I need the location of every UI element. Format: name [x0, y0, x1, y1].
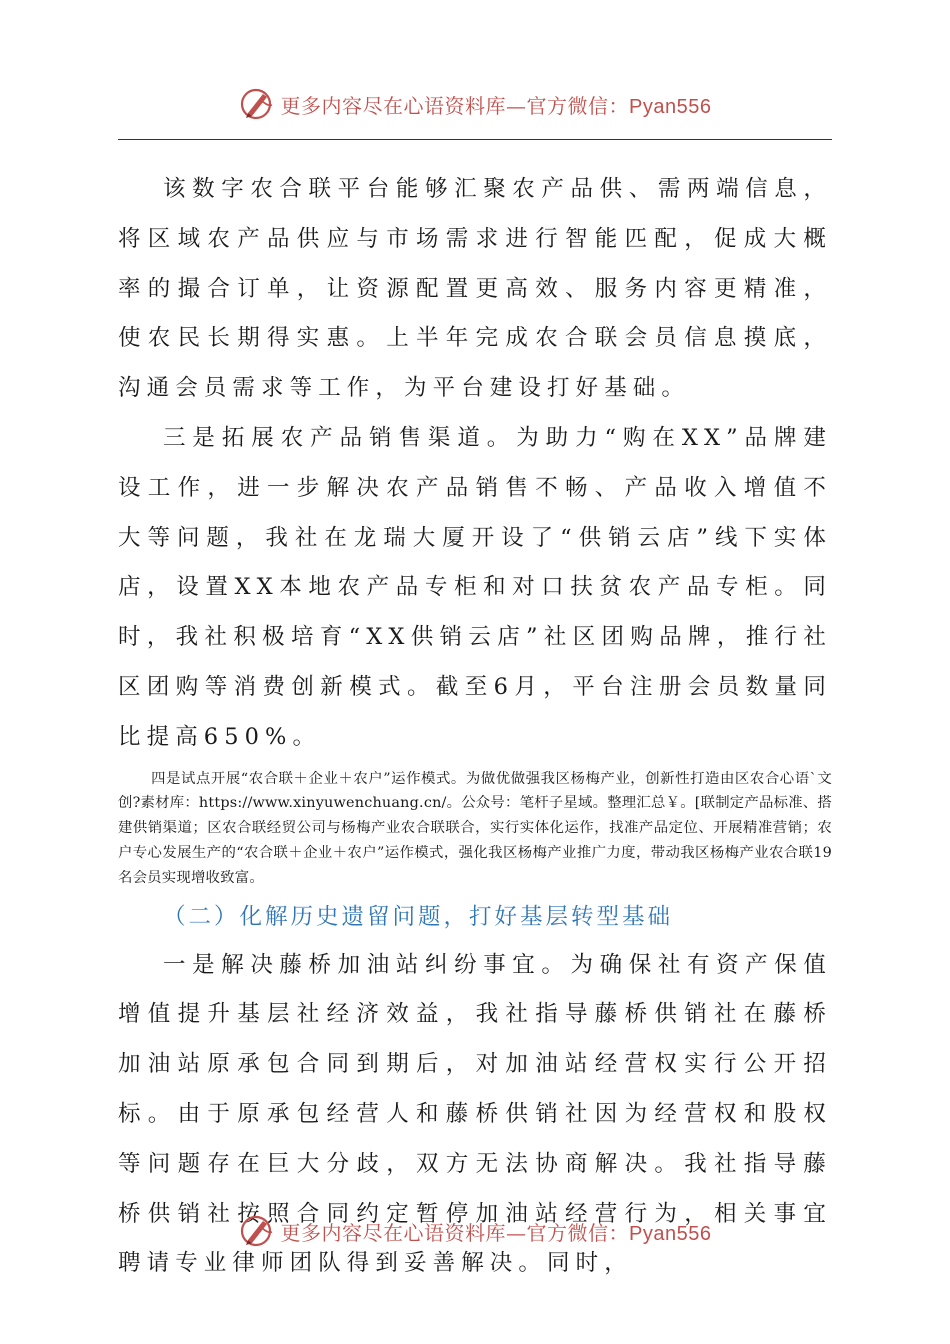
section-heading: （二）化解历史遗留问题，打好基层转型基础	[163, 903, 674, 930]
document-body	[118, 165, 832, 1289]
paragraph-sales-channels: 三是拓展农产品销售渠道。为助力“购在XX”品牌建设工作，进一步解决农产品销售不畅、产品收入增值不大等问题，我社在龙瑞大厦开设了“供销云店”线下实体店，设置XX本地农产品专柜和对口扶贫农产品专柜。同时，我社积极培育“XX供销云店”社区团购品牌，推行社区团购等消费创新模式。截至6月，平台注册会员数量同比提高650%。	[118, 424, 832, 750]
pen-logo-icon	[239, 86, 275, 122]
paragraph-operation-model: 四是试点开展“农合联＋企业＋农户”运作模式。为做优做强我区杨梅产业，创新性打造由区农合心语`文创?素材库：https://www.xinyuwenchuang.cn/。公众号：笔杆子星域。整理汇总￥。[联制定产品标准、搭建供销渠道；区农合联经贸公司与杨梅产业农合联联合，实行实体化运作，找准产品定位、开展精准营销；农户专心发展生产的“农合联＋企业＋农户”运作模式，强化我区杨梅产业推广力度，带动我区杨梅产业农合联19名会员实现增收致富。	[118, 770, 832, 886]
header-banner	[0, 84, 950, 124]
paragraph-platform: 该数字农合联平台能够汇聚农产品供、需两端信息，将区域农产品供应与市场需求进行智能匹配，促成大概率的撮合订单，让资源配置更高效、服务内容更精准，使农民长期得实惠。上半年完成农合联会员信息摸底，沟通会员需求等工作，为平台建设打好基础。	[118, 176, 832, 402]
paragraph-gas-station: 一是解决藤桥加油站纠纷事宜。为确保社有资产保值增值提升基层社经济效益，我社指导藤桥供销社在藤桥加油站原承包合同到期后，对加油站经营权实行公开招标。由于原承包经营人和藤桥供销社因为经营权和股权等问题存在巨大分歧，双方无法协商解决。我社指导藤桥供销社按照合同约定暂停加油站经营行为，相关事宜聘请专业律师团队得到妥善解决。同时，	[118, 951, 832, 1277]
footer-banner-text: 更多内容尽在心语资料库—官方微信：Pyan556	[280, 1220, 712, 1245]
wechat-id: Pyan556	[629, 1222, 712, 1245]
footer-banner	[0, 1211, 950, 1251]
header-banner-text: 更多内容尽在心语资料库—官方微信：Pyan556	[280, 93, 712, 118]
pen-logo-icon	[239, 1213, 275, 1249]
header-rule	[118, 139, 832, 140]
wechat-id: Pyan556	[629, 95, 712, 118]
